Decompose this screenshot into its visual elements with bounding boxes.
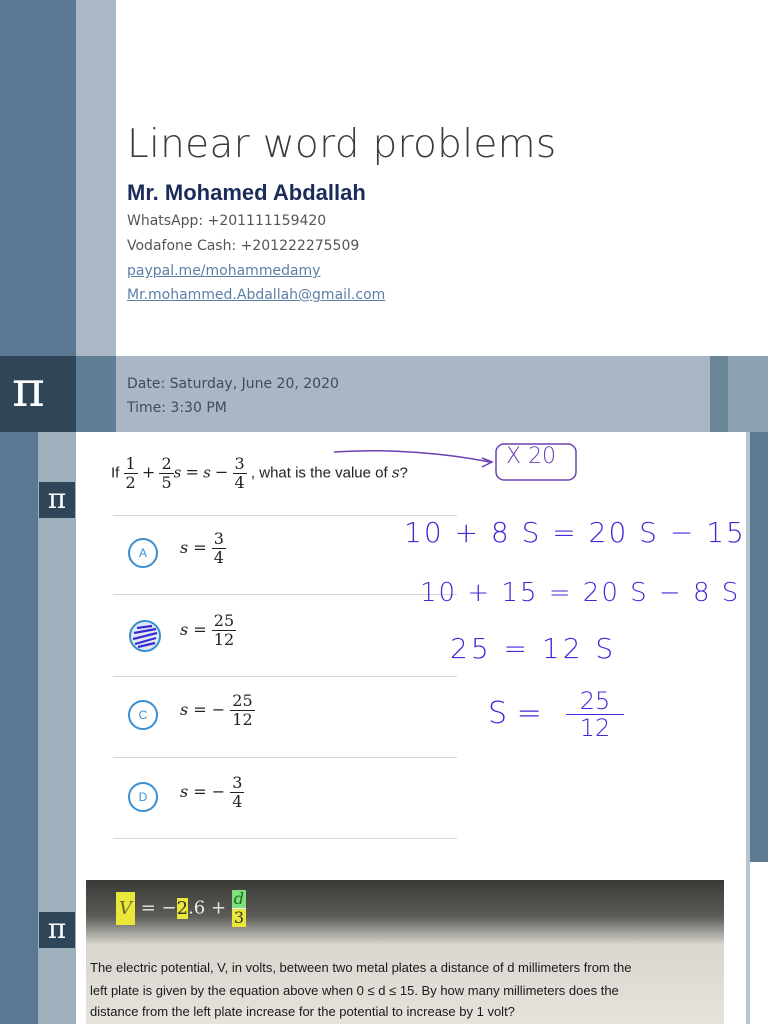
fraction: $\frac{3}{4}$ <box>234 454 245 492</box>
option-b[interactable] <box>128 619 162 657</box>
option-d[interactable] <box>128 782 158 812</box>
session-time: Time: 3:30 PM <box>127 400 227 416</box>
handwritten-multiplier: X 20 <box>506 444 557 469</box>
author-name: Mr. Mohamed Abdallah <box>127 180 366 205</box>
question-prefix: If <box>111 464 120 482</box>
handwritten-step-3: 25 = 12 S <box>450 632 617 665</box>
session-date: Date: Saturday, June 20, 2020 <box>127 376 339 392</box>
sidebar-light-column <box>76 0 116 356</box>
option-letter: D <box>128 782 158 812</box>
photo-line-3: distance from the left plate increase for the potential to increase by 1 volt? <box>90 1004 515 1019</box>
lower-left-strip <box>0 432 38 1024</box>
option-a-value: s = $\frac{3}{4}$ <box>180 529 224 567</box>
pi-icon: π <box>39 912 75 948</box>
option-divider <box>113 838 457 839</box>
band-right-block-2 <box>728 356 768 432</box>
fraction: $\frac{2}{5}$ <box>161 454 172 492</box>
band-right-block <box>710 356 728 432</box>
question-variable: s <box>391 463 400 482</box>
page-title: Linear word problems <box>127 122 557 167</box>
option-b-value: s = $\frac{25}{12}$ <box>180 611 235 649</box>
handwritten-step-1: 10 + 8 S = 20 S − 15 <box>404 516 746 549</box>
question-suffix: , what is the value of <box>250 464 388 482</box>
vodafone-cash-contact: Vodafone Cash: +201222275509 <box>127 238 360 254</box>
photo-line-2: left plate is given by the equation above when 0 ≤ d ≤ 15. By how many millimeters does the <box>90 983 619 998</box>
email-link[interactable]: Mr.mohammed.Abdallah@gmail.com <box>127 287 386 303</box>
photo-equation: V = −2.6 + $\frac{d}{3}$ <box>116 890 246 927</box>
whatsapp-contact: WhatsApp: +201111159420 <box>127 213 327 229</box>
fraction: $\frac{1}{2}$ <box>125 454 136 492</box>
option-c[interactable] <box>128 700 158 730</box>
option-divider <box>113 676 457 677</box>
option-d-value: s = − $\frac{3}{4}$ <box>180 773 243 811</box>
handwritten-step-2: 10 + 15 = 20 S − 8 S <box>420 578 741 608</box>
option-divider <box>113 757 457 758</box>
option-letter: A <box>128 538 158 568</box>
handwritten-step-4-lhs: S = <box>488 696 542 731</box>
paypal-link[interactable]: paypal.me/mohammedamy <box>127 263 321 279</box>
option-c-value: s = − $\frac{25}{12}$ <box>180 691 253 729</box>
band-light-block <box>116 356 710 432</box>
question-mark: ? <box>399 464 408 482</box>
handwritten-result-fraction: 25 12 <box>566 688 624 741</box>
pi-icon: π <box>39 482 75 518</box>
scribbled-selection-icon <box>128 619 162 653</box>
photo-line-1: The electric potential, V, in volts, between two metal plates a distance of d millimeters from the <box>90 960 632 975</box>
option-letter: C <box>128 700 158 730</box>
option-divider <box>113 594 457 595</box>
option-a[interactable] <box>128 538 158 568</box>
band-mid-block <box>76 356 116 432</box>
right-strip <box>750 432 768 862</box>
question-stem: If $\frac{1}{2}$ + $\frac{2}{5}$ s = s − $\frac{3}{4}$ , what is the value of s? <box>111 454 408 492</box>
pi-icon: π <box>12 360 45 418</box>
